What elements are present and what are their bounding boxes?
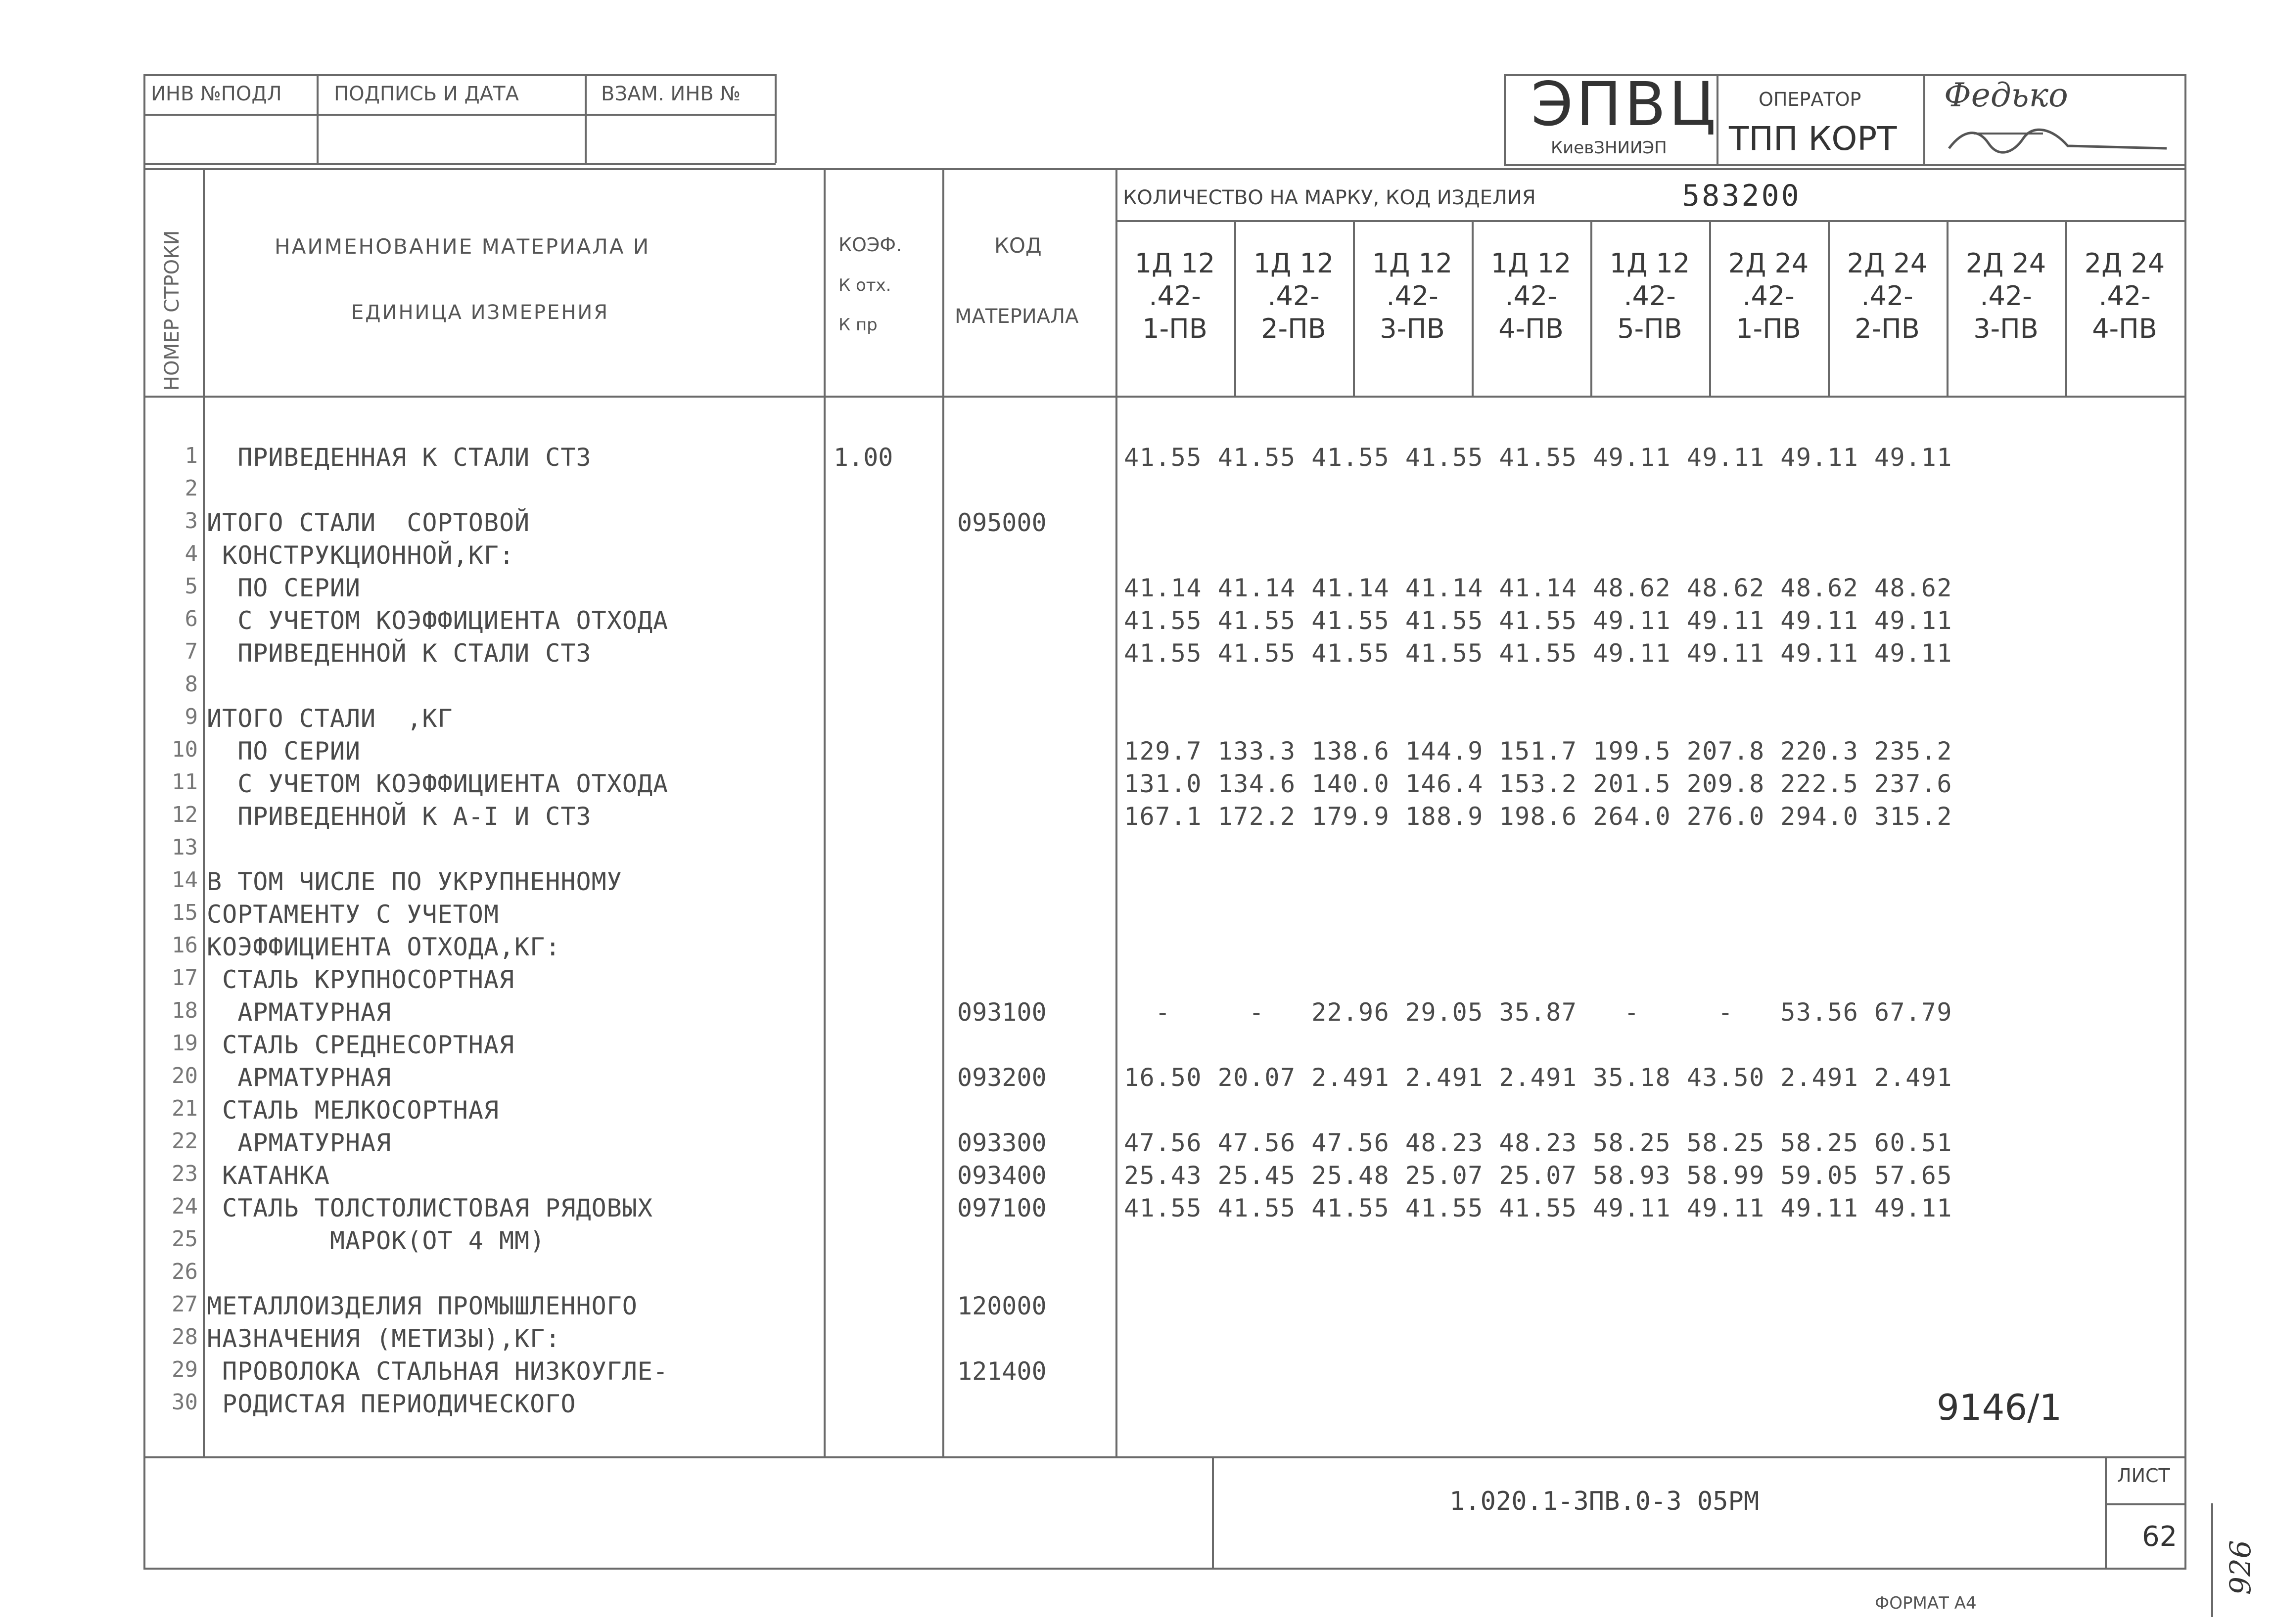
row-number: 7 [185, 639, 198, 664]
row-number: 20 [172, 1063, 198, 1088]
row-number: 19 [172, 1031, 198, 1056]
code-header-line1: КОД [994, 233, 1042, 258]
row-number: 6 [185, 606, 198, 632]
stamp-signature-label: ПОДПИСЬ И ДАТА [334, 83, 519, 105]
quantity-values: 41.55 41.55 41.55 41.55 41.55 49.11 49.11 49.11 49.11 [1124, 443, 1952, 472]
format-label: ФОРМАТ А4 [1875, 1593, 1977, 1613]
material-name: СТАЛЬ КРУПНОСОРТНАЯ [207, 965, 515, 994]
row-number: 10 [172, 737, 198, 762]
coefficient: 1.00 [834, 443, 893, 472]
side-page-number: 926 [2224, 1540, 2257, 1595]
row-number: 9 [185, 704, 198, 729]
material-name: В ТОМ ЧИСЛЕ ПО УКРУПНЕННОМУ [207, 867, 622, 896]
row-number: 14 [172, 867, 198, 893]
row-number: 13 [172, 835, 198, 860]
material-name: ПО СЕРИИ [207, 574, 361, 602]
quantity-column-header-line: .42- [1624, 280, 1676, 312]
org-subtitle: КиевЗНИИЭП [1551, 138, 1667, 158]
row-number: 15 [172, 900, 198, 925]
quantity-column-header-line: .42- [1742, 280, 1795, 312]
row-number: 26 [172, 1259, 198, 1284]
quantity-values: 41.55 41.55 41.55 41.55 41.55 49.11 49.11 49.11 49.11 [1124, 1194, 1952, 1222]
row-number: 30 [172, 1390, 198, 1415]
quantity-column-header-line: .42- [1861, 280, 1913, 312]
stamp-replace-label: ВЗАМ. ИНВ № [601, 83, 741, 105]
quantity-values: 167.1 172.2 179.9 188.9 198.6 264.0 276.0 294.0 315.2 [1124, 802, 1952, 831]
quantity-column-header [1949, 247, 2063, 345]
material-code: 121400 [957, 1357, 1047, 1386]
quantity-column-header-line: 3-ПВ [1380, 313, 1445, 344]
row-number: 17 [172, 965, 198, 991]
material-name: СТАЛЬ СРЕДНЕСОРТНАЯ [207, 1031, 515, 1059]
row-number: 25 [172, 1226, 198, 1252]
quantity-column-header-line: 1Д 12 [1134, 248, 1215, 279]
row-number: 8 [185, 672, 198, 697]
quantity-column-header-line: 1Д 12 [1490, 248, 1572, 279]
row-number: 21 [172, 1096, 198, 1121]
material-name: С УЧЕТОМ КОЭФФИЦИЕНТА ОТХОДА [207, 769, 669, 798]
material-name: КАТАНКА [207, 1161, 330, 1190]
material-name: ИТОГО СТАЛИ СОРТОВОЙ [207, 508, 530, 537]
quantity-values: 16.50 20.07 2.491 2.491 2.491 35.18 43.50 2.491 2.491 [1124, 1063, 1952, 1092]
material-name: РОДИСТАЯ ПЕРИОДИЧЕСКОГО [207, 1390, 576, 1418]
quantity-column-header-line: 4-ПВ [2092, 313, 2157, 344]
quantity-column-header [1593, 247, 1707, 345]
row-number: 23 [172, 1161, 198, 1186]
quantity-column-header-line: 1Д 12 [1253, 248, 1334, 279]
coef-header-line2: К отх. [838, 275, 891, 295]
quantity-values: 25.43 25.45 25.48 25.07 25.07 58.93 58.99 59.05 57.65 [1124, 1161, 1952, 1190]
material-name: С УЧЕТОМ КОЭФФИЦИЕНТА ОТХОДА [207, 606, 669, 635]
quantity-values: 41.55 41.55 41.55 41.55 41.55 49.11 49.11 49.11 49.11 [1124, 606, 1952, 635]
stamp-inv-label: ИНВ №ПОДЛ [151, 83, 282, 105]
quantity-column-header-line: 2Д 24 [2084, 248, 2165, 279]
row-number: 3 [185, 508, 198, 534]
quantity-column-header-line: 4-ПВ [1498, 313, 1564, 344]
material-name: КОЭФФИЦИЕНТА ОТХОДА,КГ: [207, 933, 561, 961]
sheet-label: ЛИСТ [2117, 1465, 2170, 1487]
material-name: АРМАТУРНАЯ [207, 998, 392, 1027]
material-name: АРМАТУРНАЯ [207, 1128, 392, 1157]
quantity-values: 129.7 133.3 138.6 144.9 151.7 199.5 207.8 220.3 235.2 [1124, 737, 1952, 766]
quantity-values: 47.56 47.56 47.56 48.23 48.23 58.25 58.25 58.25 60.51 [1124, 1128, 1952, 1157]
row-number: 28 [172, 1324, 198, 1350]
row-number: 4 [185, 541, 198, 566]
coef-header-line1: КОЭФ. [838, 234, 902, 256]
org-logo: ЭПВЦ [1531, 69, 1719, 139]
material-code: 093200 [957, 1063, 1047, 1092]
row-number: 27 [172, 1292, 198, 1317]
material-name: КОНСТРУКЦИОННОЙ,КГ: [207, 541, 515, 570]
row-number: 29 [172, 1357, 198, 1382]
quantity-column-header-line: .42- [1980, 280, 2032, 312]
quantity-column-header-line: 2-ПВ [1261, 313, 1326, 344]
material-name: СТАЛЬ ТОЛСТОЛИСТОВАЯ РЯДОВЫХ [207, 1194, 653, 1222]
quantity-column-header [1830, 247, 1944, 345]
quantity-column-header [2068, 247, 2181, 345]
quantity-values: 131.0 134.6 140.0 146.4 153.2 201.5 209.8 222.5 237.6 [1124, 769, 1952, 798]
row-number: 1 [185, 443, 198, 468]
material-name: ПО СЕРИИ [207, 737, 361, 766]
row-number: 12 [172, 802, 198, 827]
document-designation: 1.020.1-3ПВ.0-3 05РМ [1449, 1487, 1760, 1516]
quantity-values: 41.14 41.14 41.14 41.14 41.14 48.62 48.62 48.62 48.62 [1124, 574, 1952, 602]
sheet-number: 62 [2142, 1521, 2178, 1553]
material-name: НАЗНАЧЕНИЯ (МЕТИЗЫ),КГ: [207, 1324, 561, 1353]
quantity-column-header [1118, 247, 1232, 345]
row-number-header: НОМЕР СТРОКИ [161, 230, 184, 391]
material-name: МАРОК(ОТ 4 ММ) [207, 1226, 546, 1255]
coef-header-line3: К пр [838, 315, 878, 335]
quantity-column-header-line: 2Д 24 [1965, 248, 2046, 279]
material-code: 093100 [957, 998, 1047, 1027]
material-name: СОРТАМЕНТУ С УЧЕТОМ [207, 900, 499, 929]
material-name: АРМАТУРНАЯ [207, 1063, 392, 1092]
material-name: ПРИВЕДЕННОЙ К А-I И СТ3 [207, 802, 592, 831]
quantity-column-header-line: .42- [1267, 280, 1320, 312]
quantity-column-header-line: 1-ПВ [1736, 313, 1801, 344]
row-number: 2 [185, 476, 198, 501]
product-code: 583200 [1682, 179, 1801, 213]
quantity-column-header [1237, 247, 1350, 345]
quantity-column-header-line: 2-ПВ [1855, 313, 1920, 344]
row-number: 11 [172, 769, 198, 795]
quantity-column-header-line: 1-ПВ [1142, 313, 1207, 344]
material-code: 095000 [957, 508, 1047, 537]
material-name: ПРОВОЛОКА СТАЛЬНАЯ НИЗКОУГЛЕ- [207, 1357, 669, 1386]
quantity-column-header-line: .42- [1505, 280, 1557, 312]
quantity-column-header-line: .42- [1386, 280, 1439, 312]
quantity-column-header [1712, 247, 1825, 345]
quantity-column-header-line: .42- [2098, 280, 2151, 312]
quantity-column-header [1474, 247, 1588, 345]
material-name: МЕТАЛЛОИЗДЕЛИЯ ПРОМЫШЛЕННОГО [207, 1292, 638, 1320]
material-code: 093400 [957, 1161, 1047, 1190]
name-header-line2: ЕДИНИЦА ИЗМЕРЕНИЯ [351, 301, 609, 324]
code-header-line2: МАТЕРИАЛА [955, 305, 1079, 328]
row-number: 22 [172, 1128, 198, 1154]
material-name: СТАЛЬ МЕЛКОСОРТНАЯ [207, 1096, 499, 1125]
quantity-column-header-line: 2Д 24 [1847, 248, 1928, 279]
quantity-column-header-line: 1Д 12 [1609, 248, 1690, 279]
quantity-values: 41.55 41.55 41.55 41.55 41.55 49.11 49.11 49.11 49.11 [1124, 639, 1952, 668]
row-number: 24 [172, 1194, 198, 1219]
operator-value: ТПП КОРТ [1729, 120, 1897, 158]
row-number: 16 [172, 933, 198, 958]
quantity-column-header [1355, 247, 1469, 345]
row-number: 5 [185, 574, 198, 599]
handwritten-name: Федько [1944, 76, 2068, 114]
quantity-column-header-line: .42- [1149, 280, 1201, 312]
document-number: 9146/1 [1937, 1387, 2062, 1428]
material-name: ПРИВЕДЕННОЙ К СТАЛИ СТ3 [207, 639, 592, 668]
material-code: 093300 [957, 1128, 1047, 1157]
row-number: 18 [172, 998, 198, 1023]
handwritten-signature [1944, 119, 2177, 163]
quantity-column-header-line: 1Д 12 [1372, 248, 1453, 279]
material-code: 097100 [957, 1194, 1047, 1222]
quantity-values: - - 22.96 29.05 35.87 - - 53.56 67.79 [1124, 998, 1952, 1027]
quantity-column-header-line: 2Д 24 [1728, 248, 1809, 279]
quantity-column-header-line: 3-ПВ [1973, 313, 2039, 344]
material-name: ИТОГО СТАЛИ ,КГ [207, 704, 453, 733]
material-code: 120000 [957, 1292, 1047, 1320]
operator-label: ОПЕРАТОР [1759, 89, 1861, 110]
quantity-header: КОЛИЧЕСТВО НА МАРКУ, КОД ИЗДЕЛИЯ [1123, 186, 1536, 209]
material-name: ПРИВЕДЕННАЯ К СТАЛИ СТ3 [207, 443, 592, 472]
name-header-line1: НАИМЕНОВАНИЕ МАТЕРИАЛА И [275, 234, 650, 259]
quantity-column-header-line: 5-ПВ [1617, 313, 1682, 344]
